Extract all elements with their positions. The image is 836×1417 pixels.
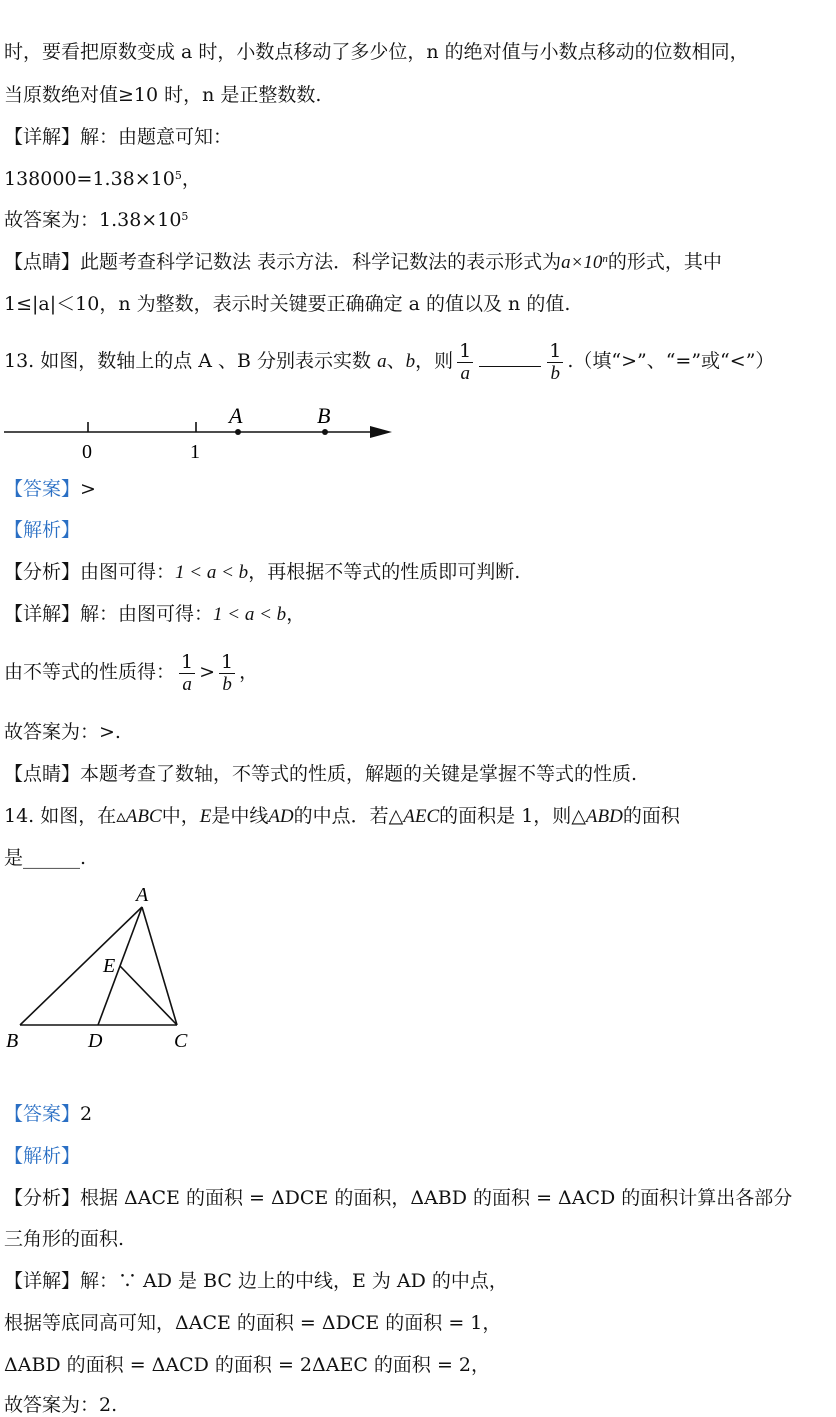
q14-stem-c: 是中线 <box>211 805 269 827</box>
q14-detail-line-3: ΔABD 的面积 = ΔACD 的面积 = 2ΔAEC 的面积 = 2， <box>4 1354 490 1376</box>
point-a <box>235 429 241 435</box>
q13-detail <box>4 602 305 627</box>
q13-analysis-label: 【解析】 <box>4 519 81 541</box>
answer-label: 【答案】 <box>4 478 81 500</box>
q14-aec: △AEC <box>388 806 440 827</box>
detail-text: 解：由图可得： <box>80 603 214 625</box>
q12-equation <box>4 167 201 191</box>
intro-line-1: 时，要看把原数变成 a 时，小数点移动了多少位，n 的绝对值与小数点移动的位数相同， <box>4 41 749 63</box>
comment-label: 【点睛】 <box>4 763 81 785</box>
equation-exponent: 5 <box>174 169 182 182</box>
label-vertex-c: C <box>174 1030 188 1052</box>
q13-comment <box>4 762 637 786</box>
q13-conclude: 故答案为：>. <box>4 721 121 743</box>
q13-fenxi <box>4 560 520 585</box>
comment-formula: a×10 <box>561 252 603 273</box>
label-a: A <box>229 403 243 428</box>
property-tail: ， <box>239 661 259 683</box>
label-vertex-d: D <box>88 1030 103 1052</box>
q14-stem-f: 的面积 <box>622 805 680 827</box>
q13-property <box>4 646 258 698</box>
q13-sep: 、 <box>386 350 406 372</box>
q13-stem-a: 13. 如图，数轴上的点 A 、B 分别表示实数 <box>4 350 372 372</box>
label-vertex-e: E <box>103 955 116 977</box>
answer-value: 2 <box>80 1103 93 1125</box>
fraction-denominator: a <box>460 362 470 384</box>
comment-part-b: 表示方法．科学记数法的表示形式为 <box>251 251 562 273</box>
comment-part-a: 此题考查科学记数法 <box>80 251 252 273</box>
detail-text: 解：∵ AD 是 BC 边上的中线，E 为 AD 的中点， <box>80 1270 508 1292</box>
fraction-1-over-b <box>219 651 235 696</box>
answer-label: 【答案】 <box>4 1103 81 1125</box>
q14-e: E <box>199 806 212 827</box>
property-text: 由不等式的性质得： <box>4 661 176 683</box>
q14-analysis-label: 【解析】 <box>4 1145 81 1167</box>
q14-detail-line-1 <box>4 1269 508 1293</box>
fraction-denominator: b <box>222 673 232 695</box>
comment-exponent: n <box>602 253 608 265</box>
q12-answer <box>4 208 188 232</box>
fraction-denominator: a <box>182 673 192 695</box>
q13-stem <box>4 335 774 388</box>
fenxi-inequality: 1 < a < b <box>175 562 249 583</box>
q12-comment-line-1 <box>4 250 722 275</box>
q14-fenxi-line-2: 三角形的面积. <box>4 1228 125 1250</box>
detail-text: 解：由题意可知： <box>80 126 233 148</box>
fraction-numerator: 1 <box>459 339 472 362</box>
fenxi-label: 【分析】 <box>4 561 81 583</box>
triangle-figure <box>0 878 220 1058</box>
fenxi-text: 由图可得： <box>80 561 176 583</box>
fraction-1-over-b <box>547 340 563 385</box>
fenxi-label: 【分析】 <box>4 1187 81 1209</box>
q14-stem-line-2: 是______. <box>4 847 87 869</box>
q13-answer <box>4 477 96 501</box>
q12-detail <box>4 125 232 149</box>
detail-inequality: 1 < a < b <box>213 604 287 625</box>
answer-prefix: 故答案为：1.38×10 <box>4 209 182 231</box>
label-one: 1 <box>190 441 200 463</box>
q14-detail-line-2: 根据等底同高可知，ΔACE 的面积 = ΔDCE 的面积 = 1， <box>4 1312 502 1334</box>
q12-comment-line-2: 1≤|a|＜10，n 为整数，表示时关键要正确确定 a 的值以及 n 的值. <box>4 293 571 315</box>
point-b <box>322 429 328 435</box>
detail-label: 【详解】 <box>4 1270 81 1292</box>
q14-answer <box>4 1102 92 1126</box>
answer-blank <box>479 352 541 367</box>
comment-label: 【点睛】 <box>4 251 81 273</box>
fenxi-text: 根据 ΔACE 的面积 = ΔDCE 的面积，ΔABD 的面积 = ΔACD 的面积计算出各部分 <box>80 1187 793 1209</box>
q14-stem-a: 14. 如图，在 <box>4 805 117 827</box>
q14-stem-d: 的中点．若 <box>293 805 389 827</box>
fraction-1-over-a <box>457 340 473 385</box>
intro-line-2: 当原数绝对值≥10 时，n 是正整数数. <box>4 84 322 106</box>
fraction-numerator: 1 <box>221 650 234 673</box>
q14-ad: AD <box>268 806 294 827</box>
detail-label: 【详解】 <box>4 126 81 148</box>
answer-value: > <box>80 478 96 500</box>
label-vertex-b: B <box>6 1030 19 1052</box>
fraction-numerator: 1 <box>181 650 194 673</box>
greater-than: > <box>199 661 216 683</box>
q14-fenxi-line-1 <box>4 1186 792 1210</box>
q14-stem-b: 中， <box>161 805 200 827</box>
comment-part-d: 的形式，其中 <box>607 251 722 273</box>
q14-stem-line-1 <box>4 804 680 829</box>
label-b: B <box>317 403 331 428</box>
comment-text: 本题考查了数轴，不等式的性质，解题的关键是掌握不等式的性质. <box>80 763 638 785</box>
q13-stem-b: ，则 <box>415 350 454 372</box>
fraction-1-over-a <box>179 651 195 696</box>
side-ab <box>20 907 142 1025</box>
fraction-denominator: b <box>550 362 561 384</box>
q14-abc: ▵ABC <box>116 806 162 827</box>
fraction-numerator: 1 <box>549 339 562 362</box>
label-vertex-a: A <box>136 884 149 906</box>
detail-tail: ， <box>286 603 306 625</box>
q14-stem-e2: 的面积是 1，则 <box>439 805 572 827</box>
label-zero: 0 <box>82 441 92 463</box>
detail-label: 【详解】 <box>4 603 81 625</box>
equation-base: 138000=1.38×10 <box>4 168 175 190</box>
q14-abd: △ABD <box>571 806 623 827</box>
axis-arrow <box>370 426 392 438</box>
fenxi-tail: ，再根据不等式的性质即可判断. <box>248 561 521 583</box>
q13-stem-c: .（填“>”、“=”或“<”） <box>567 350 775 372</box>
number-line-figure <box>0 398 400 468</box>
answer-exponent: 5 <box>181 210 189 223</box>
q13-var-b: b <box>405 351 416 372</box>
q14-conclude: 故答案为：2. <box>4 1394 118 1416</box>
q13-var-a: a <box>377 351 387 372</box>
equation-tail: ， <box>181 168 201 190</box>
